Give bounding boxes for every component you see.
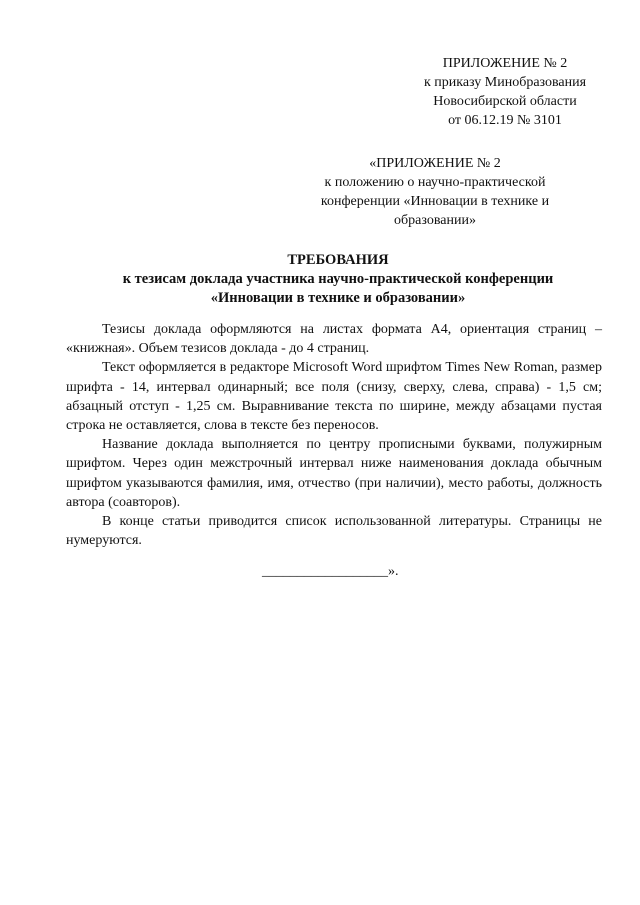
paragraph-title-rules: Название доклада выполняется по центру прописными буквами, полужирным шрифтом. Через один межстрочный интервал ниже наименования доклада обычным шрифтом указываются фамилия, имя, отчество (при наличии), место работы, должность автора (соавторов). xyxy=(66,437,602,510)
appendix-order-date-number: от 06.12.19 № 3101 xyxy=(448,113,562,128)
paragraph-format: Тезисы доклада оформляются на листах формата А4, ориентация страниц – «книжная». Объем тезисов доклада - до 4 страниц. xyxy=(66,322,602,357)
document-subtitle-line1: к тезисам доклада участника научно-практической конференции xyxy=(122,271,554,287)
appendix-order-reference: к приказу Минобразования xyxy=(423,75,587,90)
document-title: ТРЕБОВАНИЯ xyxy=(287,252,389,268)
appendix-order-header xyxy=(400,54,610,130)
document-subtitle-line2: «Инновации в технике и образовании» xyxy=(210,290,466,306)
appendix-order-region: Новосибирской области xyxy=(433,94,577,109)
document-heading xyxy=(60,251,616,308)
appendix-order-title: ПРИЛОЖЕНИЕ № 2 xyxy=(442,56,568,71)
closing-line: __________________». xyxy=(262,564,399,579)
appendix-regulation-conference-end: образовании» xyxy=(394,213,476,228)
appendix-regulation-header xyxy=(300,154,570,230)
document-body xyxy=(66,320,602,550)
appendix-regulation-title: «ПРИЛОЖЕНИЕ № 2 xyxy=(369,156,501,171)
paragraph-typography: Текст оформляется в редакторе Microsoft Word шрифтом Times New Roman, размер шрифта - 14, интервал одинарный; все поля (снизу, сверху, слева, справа) - 1,5 см; абзацный отступ - 1,25 см. Выравнивание текста по ширине, между абзацами пустая строка не оставляется, слова в тексте без переносов. xyxy=(66,360,602,434)
appendix-regulation-conference: конференции «Инновации в технике и xyxy=(320,194,550,209)
paragraph-references: В конце статьи приводится список использованной литературы. Страницы не нумеруются. xyxy=(66,514,602,549)
appendix-regulation-reference: к положению о научно-практической xyxy=(324,175,546,190)
